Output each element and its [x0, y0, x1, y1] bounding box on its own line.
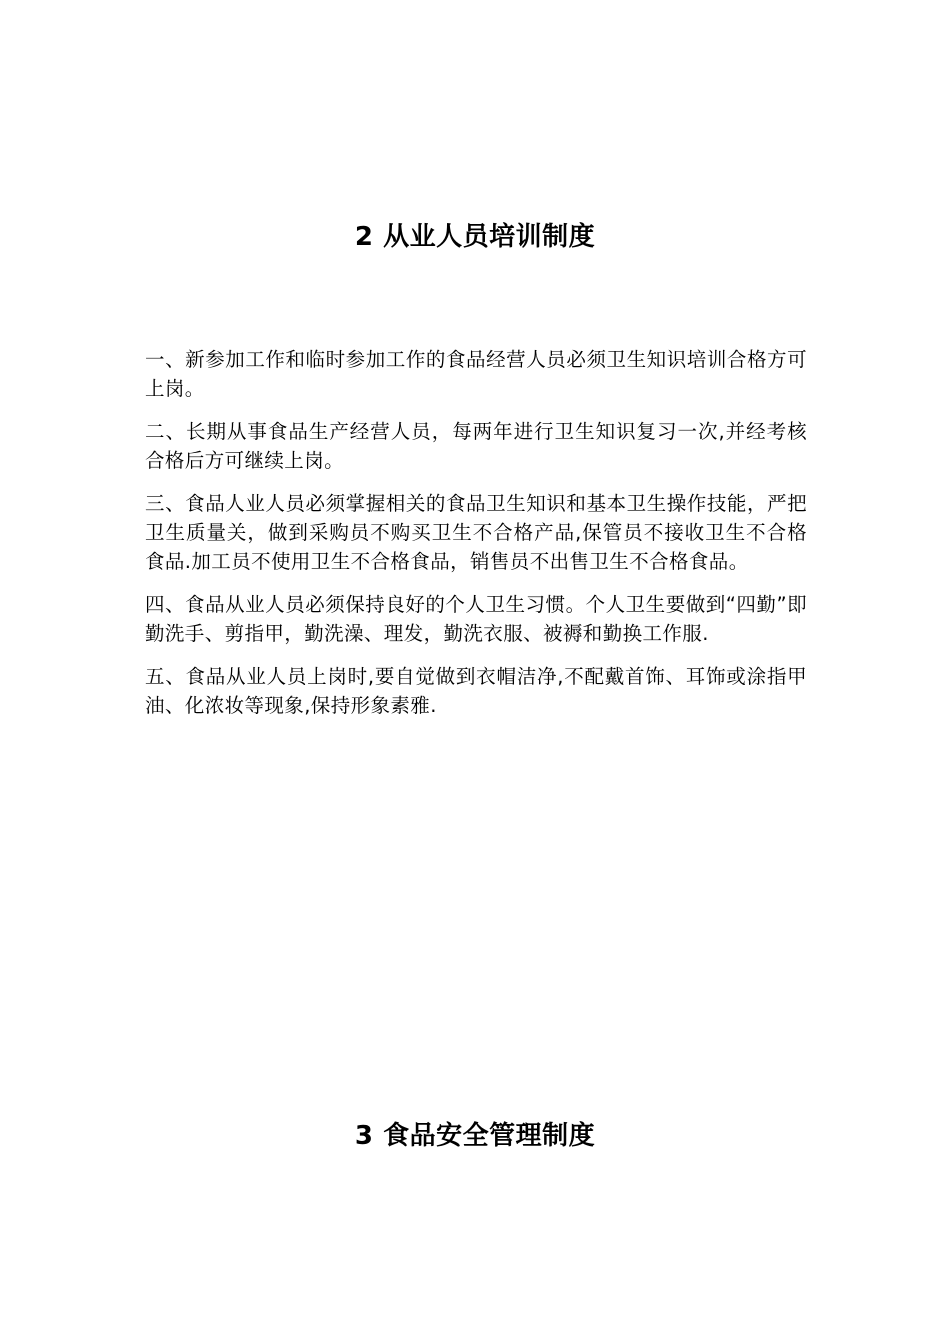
section-title-food-safety: 3 食品安全管理制度 — [354, 1121, 596, 1151]
paragraph-2: 二、长期从事食品生产经营人员，每两年进行卫生知识复习一次,并经考核合格后方可继续上岗。 — [145, 420, 807, 472]
paragraph-1: 一、新参加工作和临时参加工作的食品经营人员必须卫生知识培训合格方可上岗。 — [145, 348, 807, 400]
section-title-staff-training: 2 从业人员培训制度 — [354, 222, 596, 252]
paragraph-4: 四、食品从业人员必须保持良好的个人卫生习惯。个人卫生要做到“四勤”即勤洗手、剪指甲，勤洗澡、理发，勤洗衣服、被褥和勤换工作服. — [145, 593, 807, 645]
paragraph-5: 五、食品从业人员上岗时,要自觉做到衣帽洁净,不配戴首饰、耳饰或涂指甲油、化浓妆等现象,保持形象素雅. — [145, 665, 807, 717]
paragraph-3: 三、食品人业人员必须掌握相关的食品卫生知识和基本卫生操作技能，严把卫生质量关，做到采购员不购买卫生不合格产品,保管员不接收卫生不合格食品.加工员不使用卫生不合格食品，销售员不出售卫生不合格食品。 — [145, 492, 807, 573]
section-body-staff-training — [145, 345, 807, 734]
